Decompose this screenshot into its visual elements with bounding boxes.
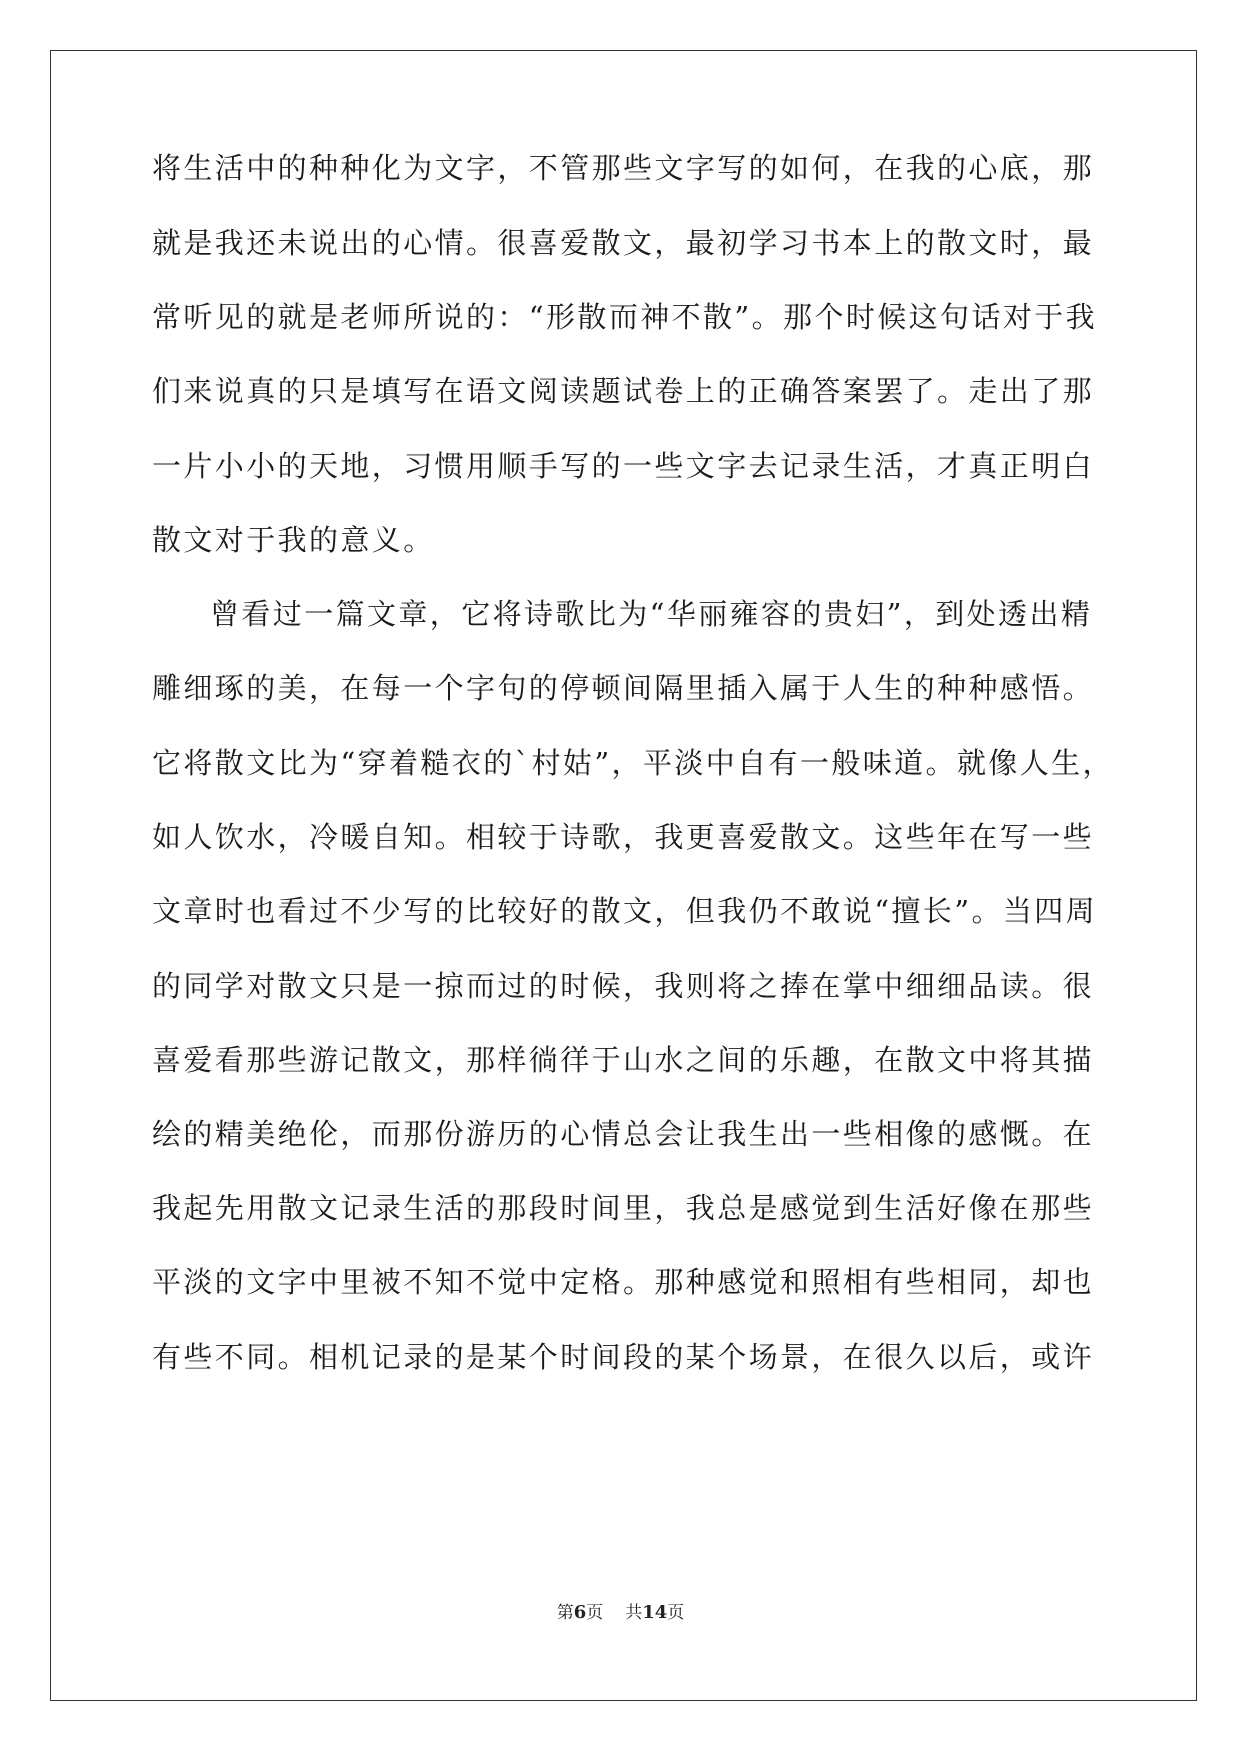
paragraph-first-line: 曾看过一篇文章，它将诗歌比为“华丽雍容的贵妇”，到处透出精 — [210, 597, 1093, 631]
page-suffix: 页 — [586, 1603, 604, 1623]
total-pages: 14 — [642, 1602, 668, 1623]
text-line: 文章时也看过不少写的比较好的散文，但我仍不敢说“擅长”。当四周 — [152, 894, 1098, 928]
text-line: 绘的精美绝伦，而那份游历的心情总会让我生出一些相像的感慨。在 — [152, 1117, 1095, 1151]
text-line: 就是我还未说出的心情。很喜爱散文，最初学习书本上的散文时，最 — [152, 226, 1095, 260]
text-line: 们来说真的只是填写在语文阅读题试卷上的正确答案罢了。走出了那 — [152, 374, 1095, 408]
text-line: 一片小小的天地，习惯用顺手写的一些文字去记录生活，才真正明白 — [152, 449, 1095, 483]
text-line: 有些不同。相机记录的是某个时间段的某个场景，在很久以后，或许 — [152, 1340, 1095, 1374]
text-line: 常听见的就是老师所说的：“形散而神不散”。那个时候这句话对于我 — [152, 300, 1098, 334]
page-footer — [0, 1602, 1241, 1624]
text-line: 雕细琢的美，在每一个字句的停顿间隔里插入属于人生的种种感悟。 — [152, 671, 1095, 705]
total-suffix: 页 — [667, 1603, 685, 1623]
page-prefix: 第 — [556, 1603, 574, 1623]
text-line: 将生活中的种种化为文字，不管那些文字写的如何，在我的心底，那 — [152, 151, 1095, 185]
page-number: 6 — [573, 1602, 587, 1623]
text-line: 它将散文比为“穿着糙衣的`村姑”，平淡中自有一般味道。就像人生， — [152, 746, 1114, 780]
text-line: 散文对于我的意义。 — [152, 523, 435, 557]
text-line: 我起先用散文记录生活的那段时间里，我总是感觉到生活好像在那些 — [152, 1191, 1095, 1225]
total-prefix: 共 — [625, 1603, 643, 1623]
text-line: 喜爱看那些游记散文，那样徜徉于山水之间的乐趣，在散文中将其描 — [152, 1043, 1095, 1077]
text-line: 如人饮水，冷暖自知。相较于诗歌，我更喜爱散文。这些年在写一些 — [152, 820, 1095, 854]
text-line: 平淡的文字中里被不知不觉中定格。那种感觉和照相有些相同，却也 — [152, 1265, 1095, 1299]
text-line: 的同学对散文只是一掠而过的时候，我则将之捧在掌中细细品读。很 — [152, 969, 1095, 1003]
